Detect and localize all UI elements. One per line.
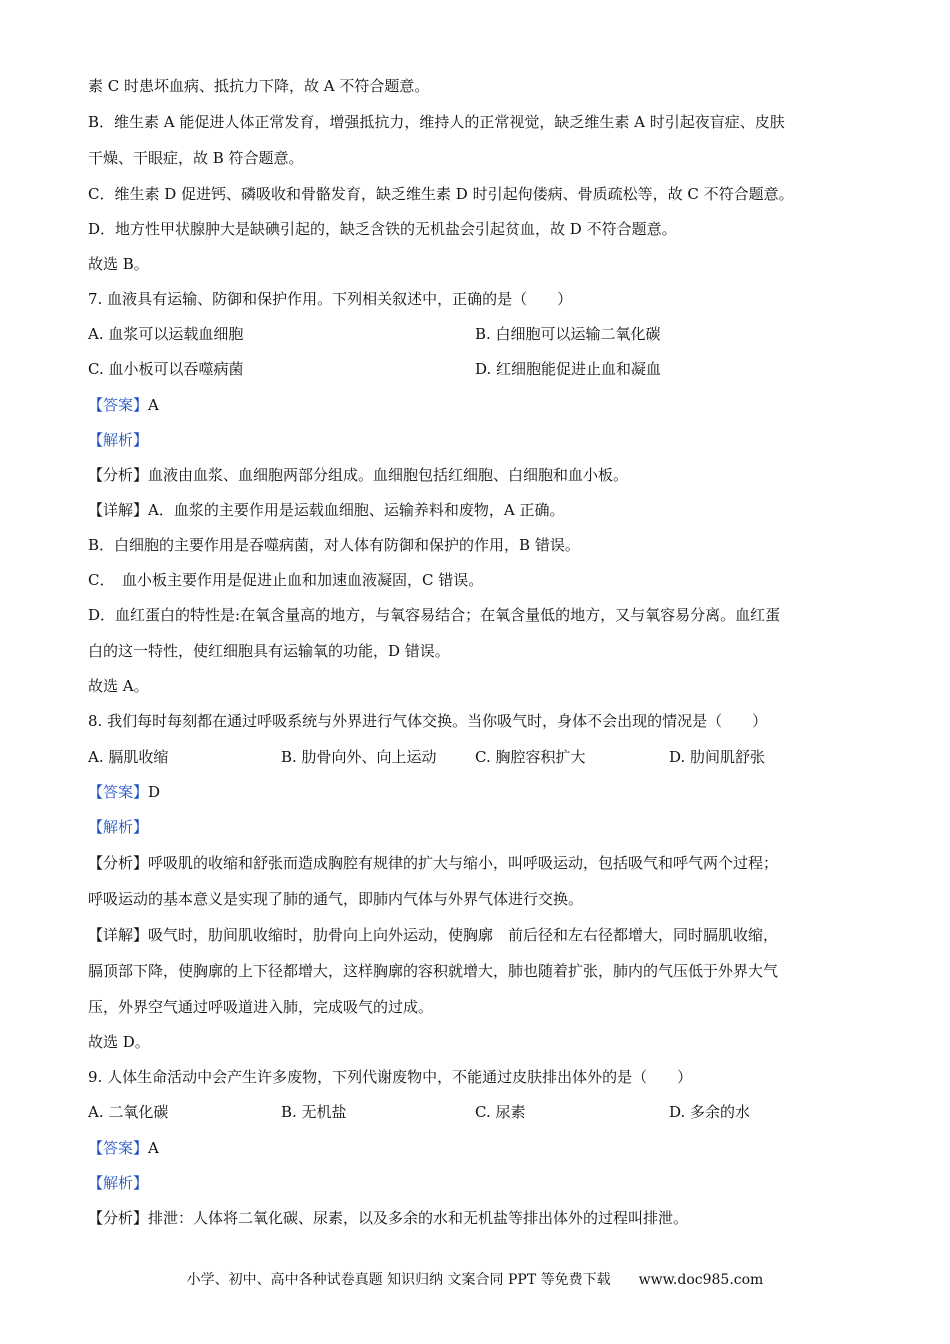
q8-option-a: A. 膈肌收缩	[88, 748, 169, 766]
q8-answer	[88, 782, 160, 802]
q7-option-a: A. 血浆可以运载血细胞	[88, 325, 244, 343]
q8-fenxi	[88, 853, 778, 873]
fenxi-text: 血液由血浆、血细胞两部分组成。血细胞包括红细胞、白细胞和血小板。	[148, 466, 629, 484]
xiangjie-tag: 【详解】	[88, 926, 149, 944]
answer-value: A	[148, 1139, 159, 1157]
answer-tag: 【答案】	[88, 783, 149, 801]
text-line: 呼吸运动的基本意义是实现了肺的通气，即肺内气体与外界气体进行交换。	[88, 890, 584, 908]
analysis-tag: 【解析】	[88, 1174, 149, 1192]
answer-tag: 【答案】	[88, 396, 149, 414]
q8-xiangjie	[88, 925, 778, 945]
text-line: D．地方性甲状腺肿大是缺碘引起的，缺乏含铁的无机盐会引起贫血，故 D 不符合题意。	[88, 220, 677, 238]
text-line: 故选 A。	[88, 677, 149, 695]
q9-fenxi	[88, 1208, 688, 1228]
text-line: 白的这一特性，使红细胞具有运输氧的功能，D 错误。	[88, 642, 450, 660]
question-8-stem: 8. 我们每时每刻都在通过呼吸系统与外界进行气体交换。当你吸气时，身体不会出现的情况是（ ）	[88, 712, 768, 730]
q8-analysis-tag	[88, 817, 148, 837]
analysis-tag: 【解析】	[88, 818, 149, 836]
text-line: B．维生素 A 能促进人体正常发育，增强抵抗力，维持人的正常视觉，缺乏维生素 A 时引起夜盲症、皮肤	[88, 113, 785, 131]
q9-option-b: B. 无机盐	[281, 1103, 347, 1121]
question-7-stem: 7. 血液具有运输、防御和保护作用。下列相关叙述中，正确的是（ ）	[88, 290, 573, 308]
q9-answer	[88, 1138, 159, 1158]
q8-option-b: B. 肋骨向外、向上运动	[281, 748, 437, 766]
q7-option-b: B. 白细胞可以运输二氧化碳	[475, 325, 661, 343]
text-line: 膈顶部下降，使胸廓的上下径都增大，这样胸廓的容积就增大，肺也随着扩张，肺内的气压低于外界大气	[88, 962, 779, 980]
fenxi-text: 呼吸肌的收缩和舒张而造成胸腔有规律的扩大与缩小，叫呼吸运动，包括吸气和呼气两个过程；	[148, 854, 779, 872]
q7-option-c: C. 血小板可以吞噬病菌	[88, 360, 244, 378]
text-line: B．白细胞的主要作用是吞噬病菌，对人体有防御和保护的作用，B 错误。	[88, 536, 580, 554]
q8-option-c: C. 胸腔容积扩大	[475, 748, 586, 766]
q9-option-d: D. 多余的水	[669, 1103, 751, 1121]
analysis-tag: 【解析】	[88, 431, 149, 449]
question-9-stem: 9. 人体生命活动中会产生许多废物，下列代谢废物中，不能通过皮肤排出体外的是（ ）	[88, 1068, 693, 1086]
text-line: 压，外界空气通过呼吸道进入肺，完成吸气的过成。	[88, 998, 434, 1016]
q7-fenxi	[88, 465, 628, 485]
text-line: 故选 D。	[88, 1033, 150, 1051]
text-line: 干燥、干眼症，故 B 符合题意。	[88, 149, 304, 167]
q7-option-d: D. 红细胞能促进止血和凝血	[475, 360, 662, 378]
q9-option-a: A. 二氧化碳	[88, 1103, 169, 1121]
text-line: D．血红蛋白的特性是:在氧含量高的地方，与氧容易结合；在氧含量低的地方，又与氧容易分离。血红蛋	[88, 606, 781, 624]
xiangjie-text: 吸气时，肋间肌收缩时，肋骨向上向外运动，使胸廓 前后径和左右径都增大，同时膈肌收缩，	[148, 926, 779, 944]
answer-value: A	[148, 396, 159, 414]
text-line: 素 C 时患坏血病、抵抗力下降，故 A 不符合题意。	[88, 77, 430, 95]
answer-tag: 【答案】	[88, 1139, 149, 1157]
text-line: C．维生素 D 促进钙、磷吸收和骨骼发育，缺乏维生素 D 时引起佝偻病、骨质疏松等，故 C 不符合题意。	[88, 185, 794, 203]
page-footer: 小学、初中、高中各种试卷真题 知识归纳 文案合同 PPT 等免费下载 www.doc985.com	[186, 1272, 764, 1288]
fenxi-text: 排泄：人体将二氧化碳、尿素，以及多余的水和无机盐等排出体外的过程叫排泄。	[148, 1209, 689, 1227]
q8-option-d: D. 肋间肌舒张	[669, 748, 766, 766]
q9-analysis-tag	[88, 1173, 148, 1193]
q7-xiangjie	[88, 500, 564, 520]
q9-option-c: C. 尿素	[475, 1103, 526, 1121]
fenxi-tag: 【分析】	[88, 854, 149, 872]
q7-answer	[88, 395, 159, 415]
answer-value: D	[148, 783, 161, 801]
fenxi-tag: 【分析】	[88, 466, 149, 484]
fenxi-tag: 【分析】	[88, 1209, 149, 1227]
xiangjie-tag: 【详解】	[88, 501, 149, 519]
q7-analysis-tag	[88, 430, 148, 450]
text-line: C． 血小板主要作用是促进止血和加速血液凝固，C 错误。	[88, 571, 484, 589]
text-line: 故选 B。	[88, 255, 149, 273]
xiangjie-text: A．血浆的主要作用是运载血细胞、运输养料和废物，A 正确。	[148, 501, 565, 519]
